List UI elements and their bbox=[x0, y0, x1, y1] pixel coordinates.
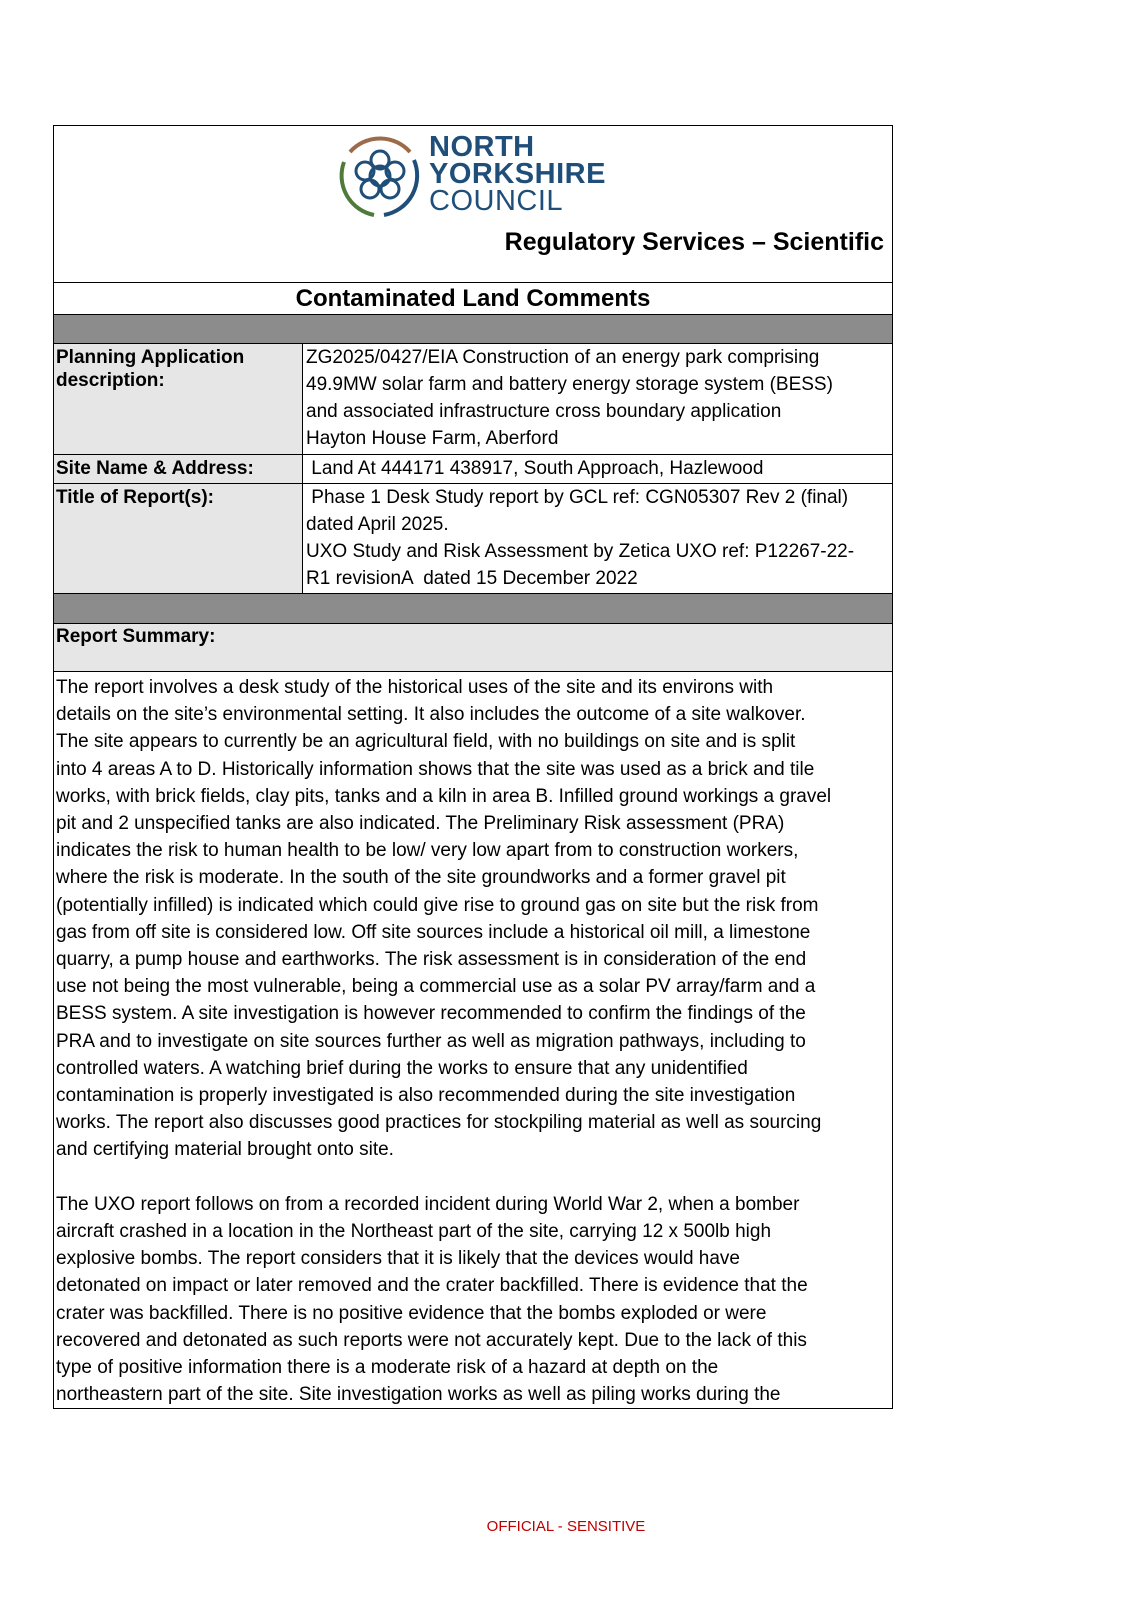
report-title-line: UXO Study and Risk Assessment by Zetica UXO ref: P12267-22- bbox=[306, 541, 855, 562]
summary-line: explosive bombs. The report considers that it is likely that the devices would have bbox=[56, 1248, 740, 1270]
site-address-label: Site Name & Address: bbox=[54, 455, 303, 483]
summary-line: PRA and to investigate on site sources further as well as migration pathways, including to bbox=[56, 1030, 806, 1052]
department-heading: Regulatory Services – Scientific bbox=[504, 228, 884, 256]
planning-application-label: Planning Application description: bbox=[54, 344, 303, 454]
section-divider bbox=[54, 593, 892, 623]
summary-line: works, with brick fields, clay pits, tanks and a kiln in area B. Infilled ground workings a gravel bbox=[56, 785, 832, 807]
planning-line: Hayton House Farm, Aberford bbox=[306, 428, 559, 449]
report-titles-label: Title of Report(s): bbox=[54, 484, 303, 593]
summary-line: pit and 2 unspecified tanks are also indicated. The Preliminary Risk assessment (PRA) bbox=[56, 813, 785, 835]
summary-line: type of positive information there is a moderate risk of a hazard at depth on the bbox=[56, 1357, 719, 1379]
report-title-line: R1 revisionA dated 15 December 2022 bbox=[306, 568, 638, 589]
summary-line: use not being the most vulnerable, being a commercial use as a solar PV array/farm and a bbox=[56, 976, 816, 998]
summary-line: works. The report also discusses good practices for stockpiling material as well as sourcing bbox=[56, 1112, 822, 1134]
summary-line: controlled waters. A watching brief during the works to ensure that any unidentified bbox=[56, 1057, 748, 1079]
site-address-row bbox=[54, 454, 892, 483]
classification-footer: OFFICIAL - SENSITIVE bbox=[486, 1518, 646, 1535]
summary-line: indicates the risk to human health to be low/ very low apart from to construction workers, bbox=[56, 840, 799, 862]
summary-line bbox=[56, 1164, 831, 1191]
summary-line: BESS system. A site investigation is however recommended to confirm the findings of the bbox=[56, 1003, 806, 1025]
report-title-line: Phase 1 Desk Study report by GCL ref: CGN05307 Rev 2 (final) bbox=[306, 487, 849, 508]
summary-line: northeastern part of the site. Site investigation works as well as piling works during the bbox=[56, 1384, 781, 1406]
summary-line: recovered and detonated as such reports were not accurately kept. Due to the lack of this bbox=[56, 1329, 807, 1351]
planning-application-row bbox=[54, 343, 892, 454]
summary-line: into 4 areas A to D. Historically information shows that the site was used as a brick and tile bbox=[56, 758, 815, 780]
summary-text bbox=[56, 674, 831, 1408]
summary-line: detonated on impact or later removed and the crater backfilled. There is evidence that the bbox=[56, 1275, 808, 1297]
summary-line: contamination is properly investigated is also recommended during the site investigation bbox=[56, 1085, 796, 1107]
summary-line: The UXO report follows on from a recorded incident during World War 2, when a bomber bbox=[56, 1193, 800, 1215]
site-address-value: Land At 444171 438917, South Approach, Hazlewood bbox=[306, 458, 764, 479]
planning-application-value bbox=[304, 344, 892, 452]
planning-line: and associated infrastructure cross boundary application bbox=[306, 401, 782, 422]
section-divider bbox=[54, 314, 892, 343]
summary-line: The site appears to currently be an agricultural field, with no buildings on site and is split bbox=[56, 731, 796, 753]
summary-line: aircraft crashed in a location in the Northeast part of the site, carrying 12 x 500lb high bbox=[56, 1221, 772, 1243]
report-summary-label: Report Summary: bbox=[54, 623, 892, 671]
logo-text-north: NORTH bbox=[429, 131, 535, 163]
summary-line: details on the site’s environmental setting. It also includes the outcome of a site walkover. bbox=[56, 704, 806, 726]
summary-line: quarry, a pump house and earthworks. The risk assessment is in consideration of the end bbox=[56, 949, 807, 971]
summary-line: where the risk is moderate. In the south of the site groundworks and a former gravel pit bbox=[56, 867, 786, 889]
logo-text-council: COUNCIL bbox=[429, 185, 564, 217]
summary-line: and certifying material brought onto site. bbox=[56, 1139, 394, 1161]
summary-line: (potentially infilled) is indicated which could give rise to ground gas on site but the risk from bbox=[56, 894, 819, 916]
report-summary-body bbox=[54, 671, 892, 1408]
summary-line: crater was backfilled. There is no positive evidence that the bombs exploded or were bbox=[56, 1302, 767, 1324]
rose-emblem-icon bbox=[334, 130, 426, 222]
document-title: Contaminated Land Comments bbox=[54, 282, 892, 314]
summary-line: The report involves a desk study of the historical uses of the site and its environs with bbox=[56, 677, 774, 698]
planning-line: ZG2025/0427/EIA Construction of an energy park comprising bbox=[306, 347, 820, 368]
summary-line: gas from off site is considered low. Off site sources include a historical oil mill, a limestone bbox=[56, 921, 811, 943]
council-logo bbox=[334, 130, 634, 222]
report-titles-value bbox=[304, 484, 892, 592]
report-title-line: dated April 2025. bbox=[306, 514, 449, 535]
comments-form bbox=[53, 125, 893, 1409]
logo-text-yorkshire: YORKSHIRE bbox=[429, 158, 606, 190]
report-titles-row bbox=[54, 483, 892, 593]
planning-line: 49.9MW solar farm and battery energy storage system (BESS) bbox=[306, 374, 833, 395]
